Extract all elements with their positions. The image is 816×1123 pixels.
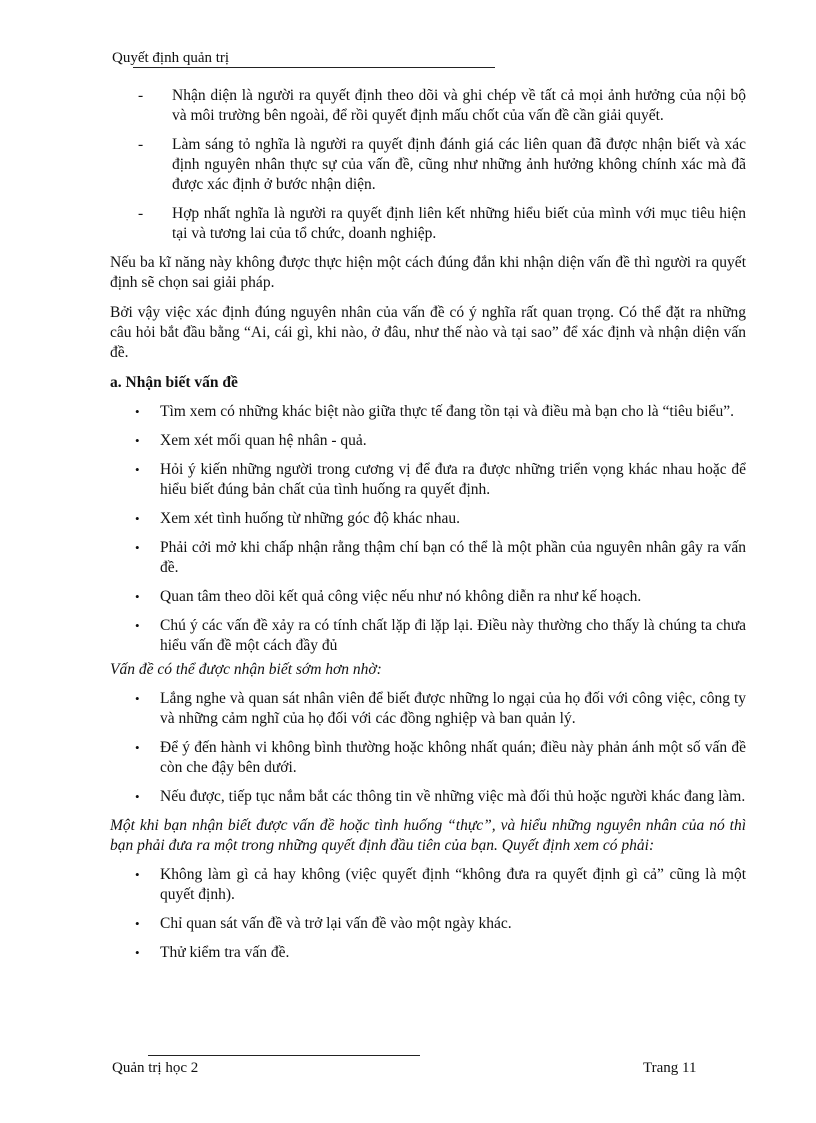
dash-marker: - xyxy=(138,136,144,153)
bullet-marker: • xyxy=(135,789,140,804)
bullet-marker: • xyxy=(135,867,140,882)
italic-note: Một khi bạn nhận biết được vấn đề hoặc tình huống “thực”, và hiểu những nguyên nhân của nó thì bạn phải đưa ra một trong những quyết định đầu tiên của bạn. Quyết định xem có phải: xyxy=(110,817,746,854)
bullet-list xyxy=(110,402,746,656)
bullet-marker: • xyxy=(135,433,140,448)
list-item: • Phải cởi mở khi chấp nhận rằng thậm chí bạn có thể là một phần của nguyên nhân gây ra vấn đề. xyxy=(135,539,746,576)
bullet-list xyxy=(110,689,746,807)
bullet-marker: • xyxy=(135,404,140,419)
list-item: • Xem xét mối quan hệ nhân - quả. xyxy=(135,432,367,449)
bullet-marker: • xyxy=(135,462,140,477)
section-heading: a. Nhận biết vấn đề xyxy=(110,374,238,391)
dash-marker: - xyxy=(138,87,144,104)
list-item: - Hợp nhất nghĩa là người ra quyết định liên kết những hiểu biết của mình với mục tiêu hiện tại và tương lai của tổ chức, doanh nghiệp. xyxy=(138,205,746,242)
footer-course-title: Quản trị học 2 xyxy=(112,1060,199,1076)
list-item: • Quan tâm theo dõi kết quả công việc nếu như nó không diễn ra như kế hoạch. xyxy=(135,588,642,605)
page-number: Trang 11 xyxy=(643,1060,697,1076)
bullet-list xyxy=(110,865,746,963)
list-item: • Không làm gì cả hay không (việc quyết định “không đưa ra quyết định gì cả” cũng là một quyết định). xyxy=(135,866,746,903)
bullet-marker: • xyxy=(135,618,140,633)
bullet-marker: • xyxy=(135,740,140,755)
list-item: • Tìm xem có những khác biệt nào giữa thực tế đang tồn tại và điều mà bạn cho là “tiêu biểu”. xyxy=(135,403,734,420)
bullet-marker: • xyxy=(135,691,140,706)
paragraph: Nếu ba kĩ năng này không được thực hiện một cách đúng đắn khi nhận diện vấn đề thì người ra quyết định sẽ chọn sai giải pháp. xyxy=(110,254,746,291)
page-header-title: Quyết định quản trị xyxy=(112,50,230,66)
list-item: - Nhận diện là người ra quyết định theo dõi và ghi chép về tất cả mọi ảnh hưởng của nội bộ và môi trường bên ngoài, để rồi quyết định mấu chốt của vấn đề cần giải quyết. xyxy=(138,87,746,124)
bullet-marker: • xyxy=(135,511,140,526)
bullet-marker: • xyxy=(135,945,140,960)
header-rule xyxy=(133,67,495,68)
list-item: • Xem xét tình huống từ những góc độ khác nhau. xyxy=(135,510,461,527)
list-item: • Để ý đến hành vi không bình thường hoặc không nhất quán; điều này phản ánh một số vấn đề còn che đậy bên dưới. xyxy=(135,739,746,776)
bullet-marker: • xyxy=(135,916,140,931)
footer-rule xyxy=(148,1055,420,1056)
paragraph: Bởi vậy việc xác định đúng nguyên nhân của vấn đề có ý nghĩa rất quan trọng. Có thể đặt ra những câu hỏi bắt đầu bằng “Ai, cái gì, khi nào, ở đâu, như thế nào và tại sao” để xác định và nhận diện vấn đề. xyxy=(110,304,746,361)
dash-list xyxy=(110,86,746,244)
list-item: • Thử kiểm tra vấn đề. xyxy=(135,944,290,961)
list-item: • Nếu được, tiếp tục nắm bắt các thông tin về những việc mà đối thủ hoặc người khác đang làm. xyxy=(135,788,746,805)
bullet-marker: • xyxy=(135,540,140,555)
list-item: • Chú ý các vấn đề xảy ra có tính chất lặp đi lặp lại. Điều này thường cho thấy là chúng ta chưa hiểu vấn đề một cách đầy đủ xyxy=(135,617,746,654)
dash-marker: - xyxy=(138,205,144,222)
bullet-marker: • xyxy=(135,589,140,604)
page-content xyxy=(110,86,746,972)
list-item: - Làm sáng tỏ nghĩa là người ra quyết định đánh giá các liên quan đã được nhận biết và xác định nguyên nhân thực sự của vấn đề, cũng như những ảnh hưởng không chính xác mà đã được xác định ở bước nhận diện. xyxy=(138,136,746,193)
list-item: • Chỉ quan sát vấn đề và trở lại vấn đề vào một ngày khác. xyxy=(135,915,512,932)
list-item: • Hỏi ý kiến những người trong cương vị để đưa ra được những triển vọng khác nhau hoặc để hiểu biết đúng bản chất của tình huống ra quyết định. xyxy=(135,461,746,498)
italic-note: Vấn đề có thể được nhận biết sớm hơn nhờ: xyxy=(110,661,382,678)
list-item: • Lắng nghe và quan sát nhân viên để biết được những lo ngại của họ đối với công việc, công ty và những cảm nghĩ của họ đối với các đồng nghiệp và ban quản lý. xyxy=(135,690,746,727)
